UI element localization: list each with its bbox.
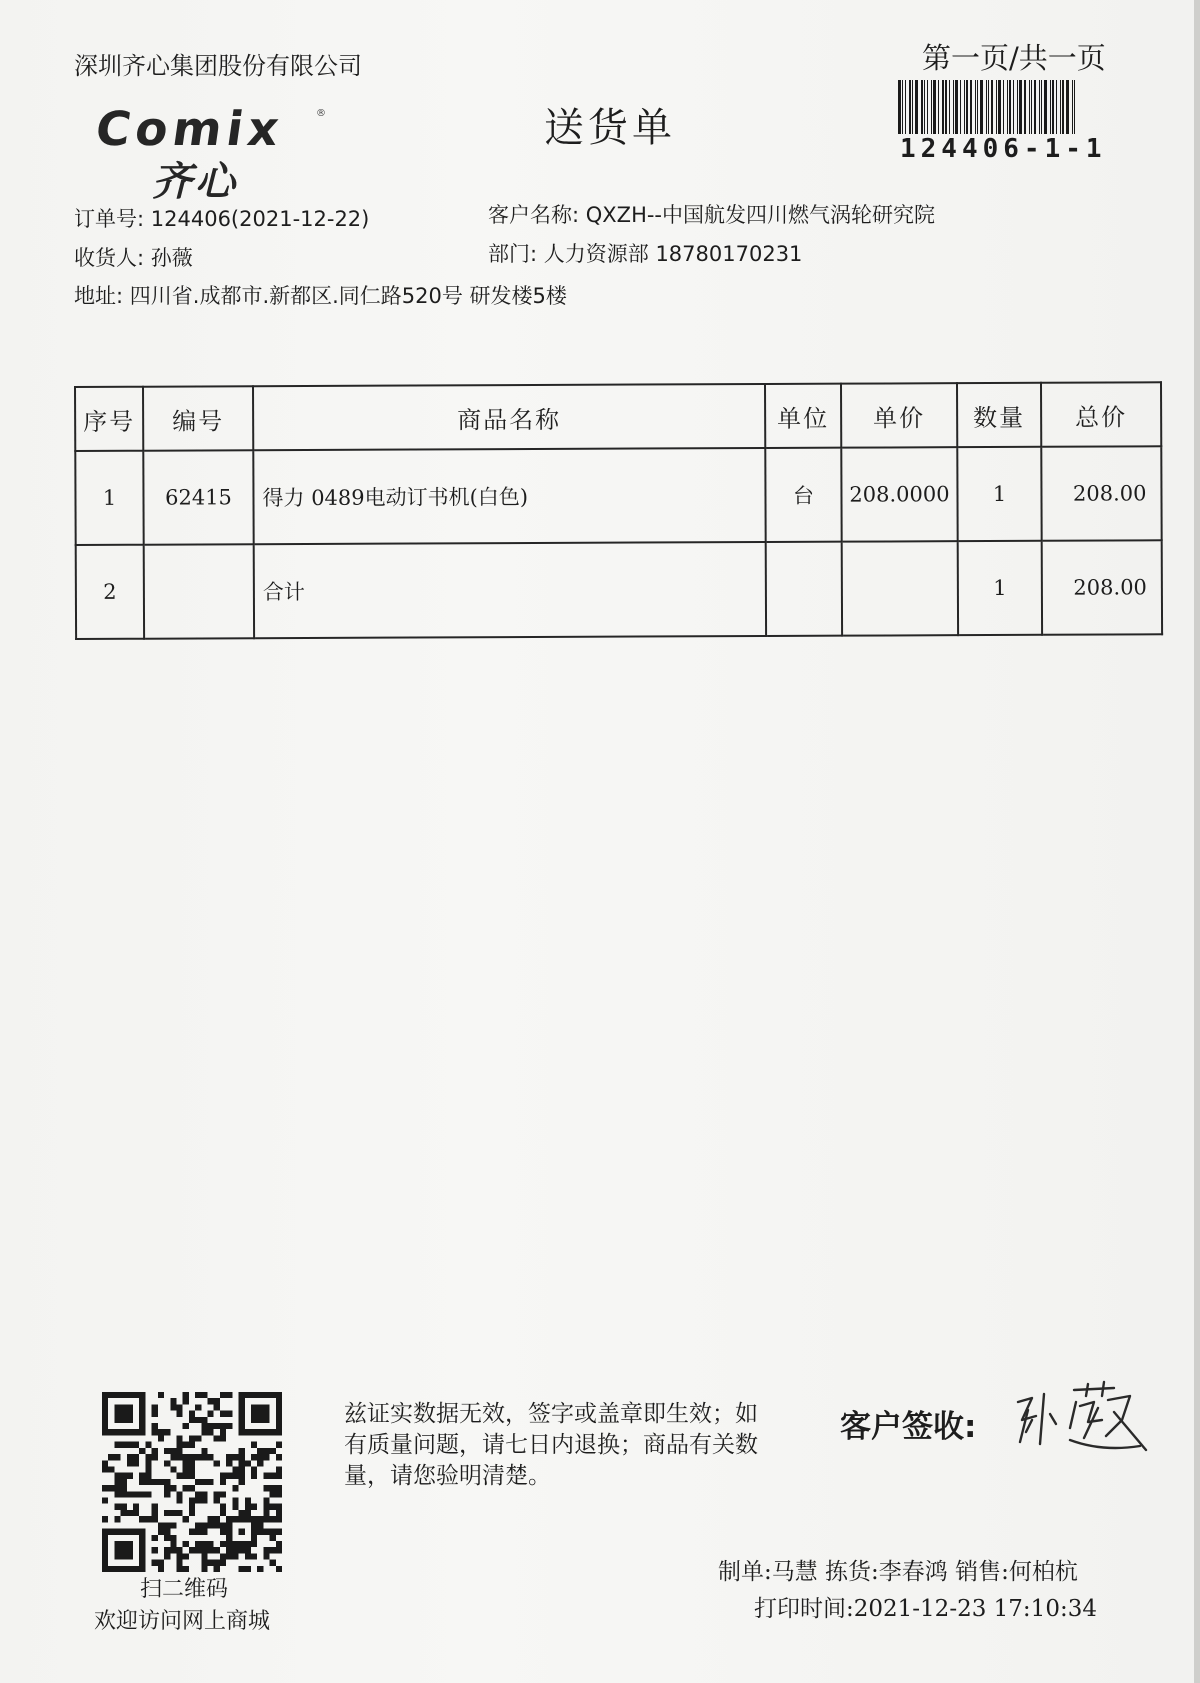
row-seq: 1 — [75, 451, 143, 545]
order-value: 124406(2021-12-22) — [150, 207, 370, 231]
receiver — [74, 242, 193, 272]
row-seq: 2 — [76, 545, 144, 639]
qr-code-icon — [102, 1392, 282, 1572]
column-header: 总价 — [1041, 382, 1161, 447]
dept-value: 人力资源部 18780170231 — [543, 242, 803, 266]
print-time: 打印时间:2021-12-23 17:10:34 — [754, 1596, 1097, 1622]
column-header: 单价 — [841, 383, 957, 448]
column-header: 编号 — [143, 386, 253, 450]
customer-label: 客户名称: — [488, 203, 580, 227]
row-code — [144, 544, 254, 638]
row-total: 208.00 — [1042, 540, 1162, 635]
registered-mark-icon: ® — [316, 108, 326, 119]
barcode-number: 124406-1-1 — [900, 134, 1107, 164]
column-header: 数量 — [957, 383, 1041, 447]
customer-value: QXZH--中国航发四川燃气涡轮研究院 — [585, 203, 936, 227]
row-unit: 台 — [765, 448, 841, 542]
table-row — [75, 446, 1161, 545]
column-header: 商品名称 — [253, 384, 765, 450]
column-header: 序号 — [75, 387, 143, 451]
paper-edge — [1194, 0, 1200, 1683]
row-product: 合计 — [254, 542, 766, 638]
items-table — [74, 381, 1163, 640]
order-label: 订单号: — [74, 207, 145, 231]
receiver-value: 孙薇 — [150, 246, 193, 270]
row-product: 得力 0489电动订书机(白色) — [253, 448, 765, 544]
customer-sign-label: 客户签收: — [840, 1409, 977, 1445]
barcode-icon — [898, 80, 1110, 134]
row-unit-price — [842, 541, 958, 636]
company-name: 深圳齐心集团股份有限公司 — [74, 52, 362, 80]
row-unit — [766, 542, 842, 636]
dept-label: 部门: — [488, 242, 538, 266]
qr-caption-store: 欢迎访问网上商城 — [94, 1609, 271, 1634]
logo-text-cn: 齐心 — [152, 159, 238, 205]
receiver-label: 收货人: — [74, 246, 145, 270]
document-title: 送货单 — [544, 105, 676, 151]
notice-text: 兹证实数据无效，签字或盖章即生效；如有质量问题，请七日内退换；商品有关数量，请您验明清楚。 — [344, 1401, 758, 1489]
department — [488, 238, 802, 268]
address — [74, 280, 567, 310]
handwritten-signature — [1010, 1380, 1150, 1460]
row-code: 62415 — [143, 450, 253, 544]
customer-name — [488, 199, 935, 229]
comix-logo — [92, 102, 326, 205]
table-row — [76, 540, 1162, 639]
row-total: 208.00 — [1041, 446, 1161, 541]
qr-caption-scan: 扫二维码 — [140, 1577, 229, 1602]
address-value: 四川省.成都市.新都区.同仁路520号 研发楼5楼 — [129, 284, 567, 308]
address-label: 地址: — [74, 284, 124, 308]
logo-text-en: Comix — [92, 102, 288, 157]
row-quantity: 1 — [957, 447, 1041, 541]
staff-line: 制单:马慧 拣货:李春鸿 销售:何柏杭 — [718, 1559, 1078, 1585]
row-quantity: 1 — [958, 541, 1042, 635]
page-indicator: 第一页/共一页 — [922, 41, 1106, 75]
column-header: 单位 — [765, 384, 841, 448]
row-unit-price: 208.0000 — [841, 447, 957, 542]
order-number — [74, 203, 369, 233]
table-header-row — [75, 382, 1161, 451]
